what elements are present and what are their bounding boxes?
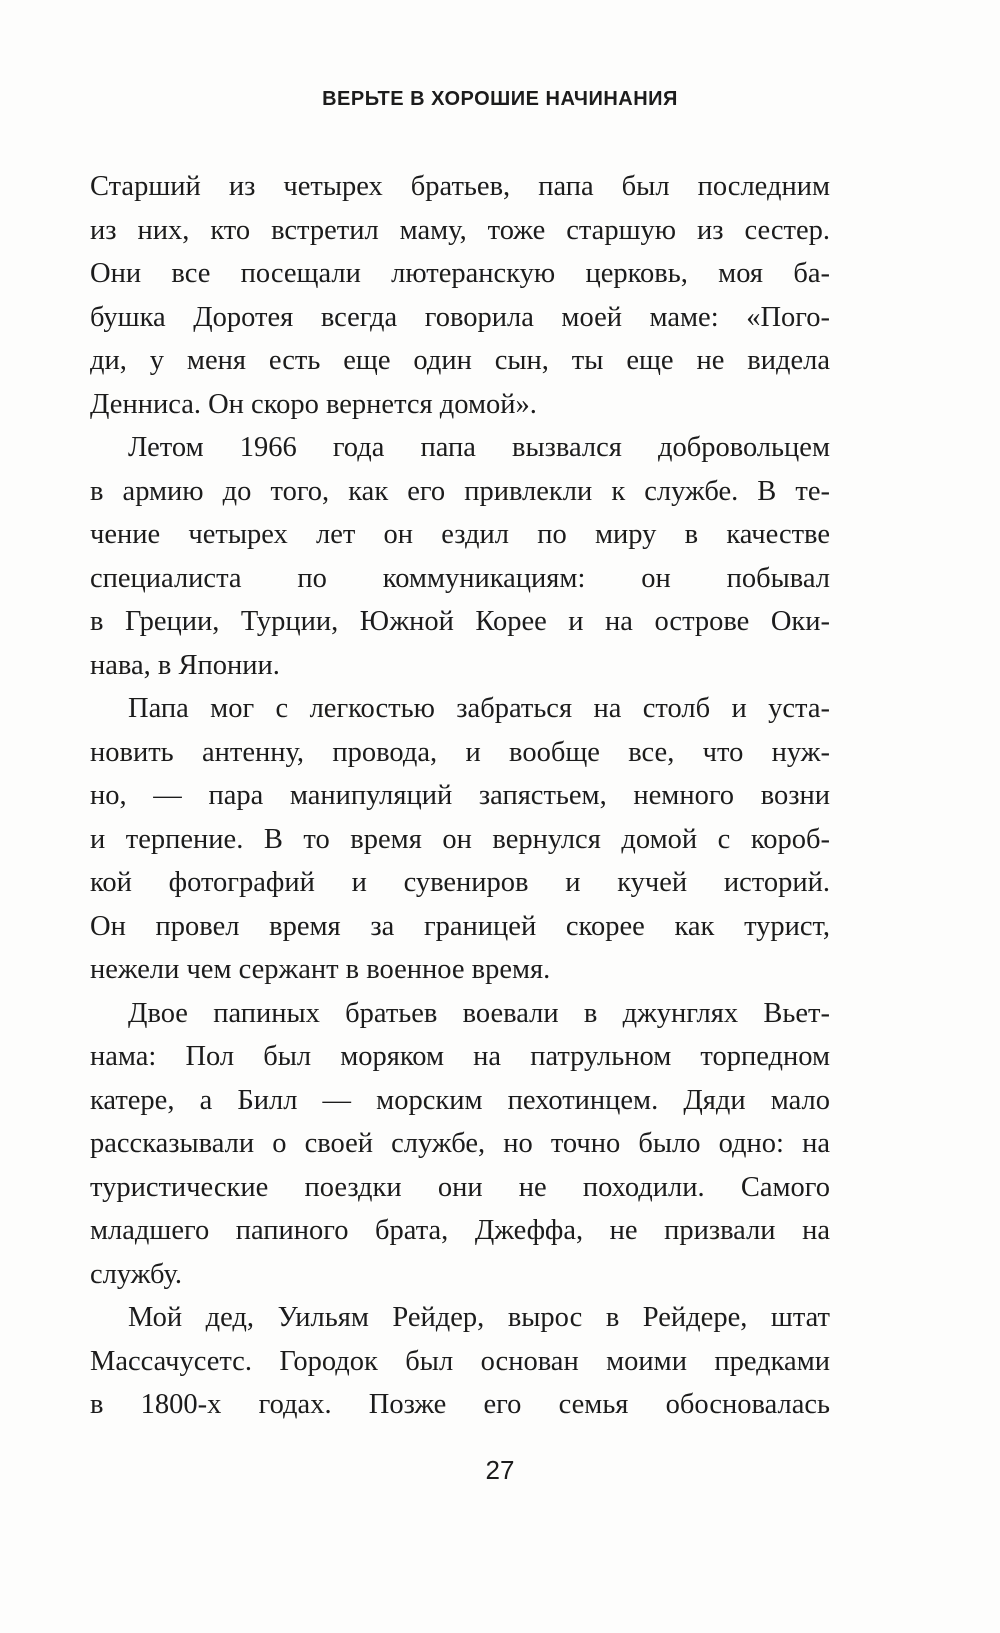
- running-head: ВЕРЬТЕ В ХОРОШИЕ НАЧИНАНИЯ: [322, 88, 678, 110]
- text-line: но, — пара манипуляций запястьем, немного возни: [90, 780, 830, 811]
- text-line: в армию до того, как его привлекли к службе. В те-: [90, 475, 830, 507]
- paragraph-5: [90, 1296, 830, 1427]
- text-line: нежели чем сержант в военное время.: [90, 954, 551, 985]
- paragraph-4: [90, 992, 830, 1297]
- text-line: чение четырех лет он ездил по миру в качестве: [90, 519, 830, 550]
- text-line: специалиста по коммуникациям: он побывал: [90, 562, 830, 594]
- paragraph-3: [90, 687, 830, 992]
- paragraph-1: [90, 165, 830, 426]
- text-line: нама: Пол был моряком на патрульном торпедном: [90, 1041, 830, 1072]
- text-line: Он провел время за границей скорее как турист,: [90, 910, 830, 942]
- text-line: ди, у меня есть еще один сын, ты еще не видела: [90, 345, 830, 376]
- text-line: в 1800-х годах. Позже его семья обосновалась: [90, 1389, 830, 1420]
- paragraph-2: [90, 426, 830, 687]
- text-line: бушка Доротея всегда говорила моей маме: «Пого-: [90, 301, 830, 333]
- text-line: Двое папиных братьев воевали в джунглях Вьет-: [128, 997, 830, 1029]
- text-line: кой фотографий и сувениров и кучей историй.: [90, 867, 830, 898]
- text-line: в Греции, Турции, Южной Корее и на острове Оки-: [90, 606, 830, 637]
- text-line: новить антенну, провода, и вообще все, что нуж-: [90, 736, 830, 768]
- text-line: Денниса. Он скоро вернется домой».: [90, 388, 537, 420]
- text-line: Они все посещали лютеранскую церковь, моя ба-: [90, 258, 830, 289]
- text-line: рассказывали о своей службе, но точно было одно: на: [90, 1128, 830, 1159]
- text-line: и терпение. В то время он вернулся домой с короб-: [90, 823, 830, 855]
- text-line: нава, в Японии.: [90, 649, 280, 681]
- text-line: службу.: [90, 1258, 182, 1290]
- text-line: из них, кто встретил маму, тоже старшую из сестер.: [90, 214, 830, 246]
- page-number: 27: [485, 1455, 515, 1485]
- text-line: Массачусетс. Городок был основан моими предками: [90, 1345, 830, 1377]
- text-line: Летом 1966 года папа вызвался добровольцем: [128, 432, 830, 463]
- text-line: Папа мог с легкостью забраться на столб и уста-: [128, 693, 830, 724]
- body-text: [90, 165, 830, 1427]
- text-line: туристические поездки они не походили. Самого: [90, 1171, 830, 1203]
- text-line: младшего папиного брата, Джеффа, не призвали на: [90, 1215, 830, 1246]
- text-line: Старший из четырех братьев, папа был последним: [90, 171, 830, 202]
- text-line: катере, а Билл — морским пехотинцем. Дяди мало: [90, 1084, 830, 1116]
- text-line: Мой дед, Уильям Рейдер, вырос в Рейдере, штат: [128, 1302, 830, 1333]
